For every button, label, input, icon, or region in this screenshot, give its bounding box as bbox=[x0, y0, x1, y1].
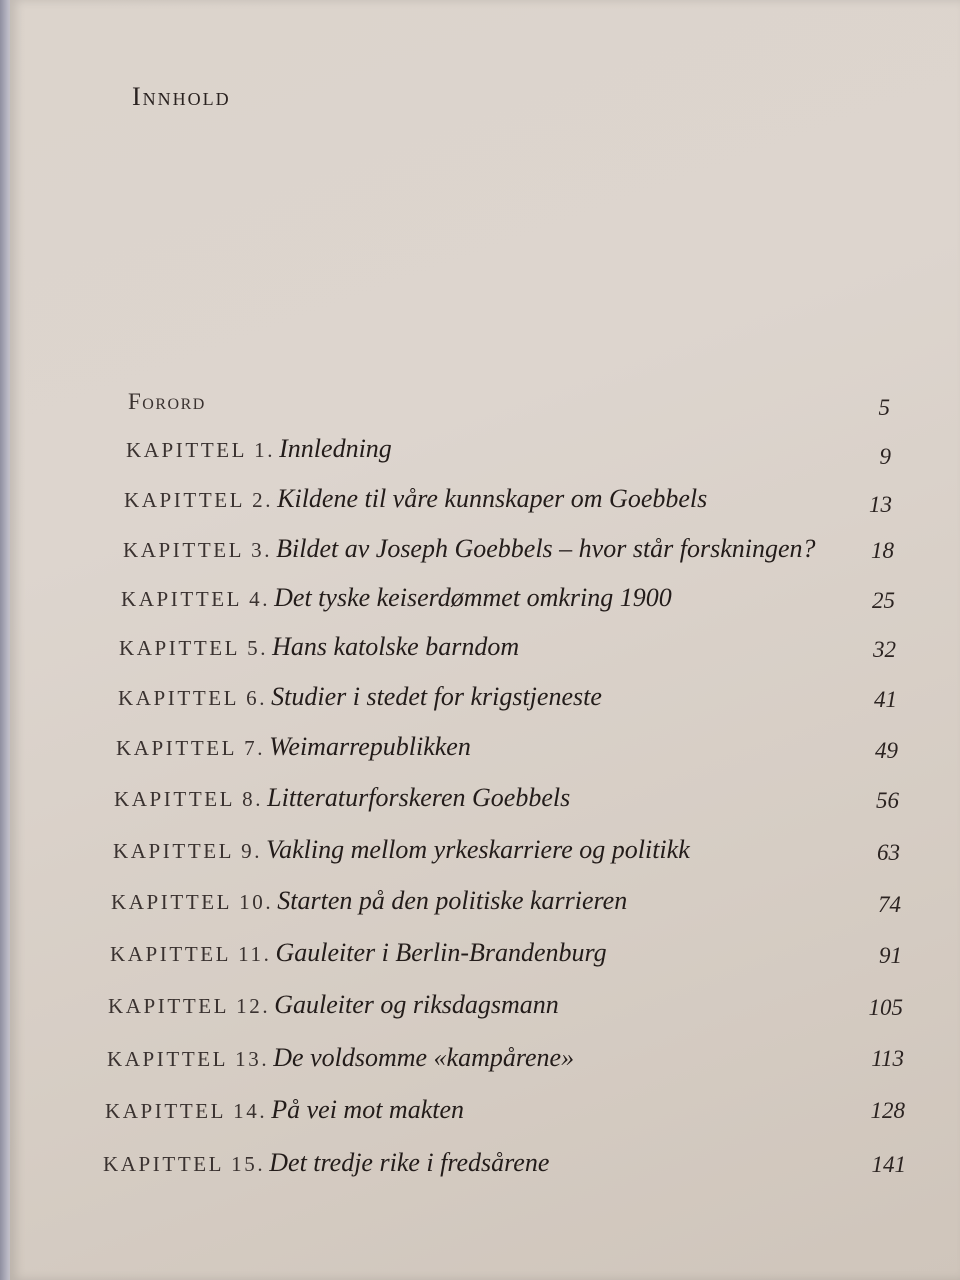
entry-label: KAPITTEL 12. bbox=[108, 994, 271, 1018]
entry-page-number: 18 bbox=[871, 538, 894, 563]
entry-label: KAPITTEL 6. bbox=[118, 686, 268, 710]
entry-title: Gauleiter i Berlin-Brandenburg bbox=[275, 938, 607, 967]
toc-entry-chapter-12 bbox=[108, 990, 559, 1026]
page-title: Innhold bbox=[132, 82, 231, 111]
toc-entry-chapter-3 bbox=[123, 534, 816, 570]
entry-label: KAPITTEL 15. bbox=[103, 1152, 266, 1176]
entry-page-number: 63 bbox=[877, 840, 900, 865]
entry-title: På vei mot makten bbox=[271, 1095, 465, 1124]
entry-label: KAPITTEL 10. bbox=[111, 890, 274, 914]
entry-label: Forord bbox=[128, 389, 206, 414]
toc-entry-chapter-15 bbox=[103, 1148, 549, 1184]
entry-title: Det tyske keiserdømmet omkring 1900 bbox=[274, 583, 672, 612]
entry-label: KAPITTEL 8. bbox=[114, 787, 264, 811]
entry-label: KAPITTEL 14. bbox=[105, 1099, 268, 1123]
toc-entry-chapter-9 bbox=[113, 835, 690, 871]
entry-label: KAPITTEL 9. bbox=[113, 839, 263, 863]
book-page bbox=[10, 0, 960, 1280]
entry-label: KAPITTEL 11. bbox=[110, 942, 272, 966]
entry-page-number: 74 bbox=[878, 892, 901, 917]
toc-entry-chapter-10 bbox=[111, 886, 627, 922]
toc-entry-chapter-6 bbox=[118, 682, 602, 718]
entry-title: Innledning bbox=[279, 434, 392, 463]
entry-page-number: 128 bbox=[870, 1098, 905, 1123]
entry-page-number: 105 bbox=[868, 995, 903, 1020]
toc-entry-chapter-13 bbox=[107, 1043, 574, 1079]
entry-page-number: 113 bbox=[871, 1046, 904, 1071]
entry-title: Det tredje rike i fredsårene bbox=[269, 1148, 550, 1177]
entry-label: KAPITTEL 3. bbox=[123, 538, 273, 562]
entry-title: Weimarrepublikken bbox=[269, 732, 471, 761]
table-of-contents bbox=[10, 0, 960, 1280]
entry-label: KAPITTEL 1. bbox=[126, 438, 276, 462]
entry-title: Bildet av Joseph Goebbels – hvor står forskningen? bbox=[276, 534, 816, 563]
entry-page-number: 49 bbox=[875, 738, 898, 763]
entry-title: Starten på den politiske karrieren bbox=[277, 886, 628, 915]
toc-entry-chapter-2 bbox=[124, 484, 707, 520]
entry-title: Gauleiter og riksdagsmann bbox=[274, 990, 559, 1019]
toc-entry-chapter-1 bbox=[126, 434, 392, 470]
entry-label: KAPITTEL 4. bbox=[121, 587, 271, 611]
entry-page-number: 32 bbox=[873, 637, 896, 662]
entry-title: De voldsomme «kampårene» bbox=[273, 1043, 575, 1072]
entry-label: KAPITTEL 7. bbox=[116, 736, 266, 760]
entry-page-number: 5 bbox=[878, 395, 890, 420]
toc-entry-chapter-5 bbox=[119, 632, 519, 668]
entry-label: KAPITTEL 2. bbox=[124, 488, 274, 512]
entry-label: KAPITTEL 13. bbox=[107, 1047, 270, 1071]
entry-title: Vakling mellom yrkeskarriere og politikk bbox=[266, 835, 690, 864]
toc-entry-chapter-11 bbox=[110, 938, 607, 974]
entry-page-number: 91 bbox=[879, 943, 902, 968]
toc-entry-chapter-7 bbox=[116, 732, 471, 768]
entry-page-number: 56 bbox=[876, 788, 899, 813]
entry-page-number: 25 bbox=[872, 588, 895, 613]
entry-page-number: 141 bbox=[871, 1152, 906, 1177]
entry-title: Litteraturforskeren Goebbels bbox=[267, 783, 571, 812]
entry-page-number: 13 bbox=[869, 492, 892, 517]
entry-title: Hans katolske barndom bbox=[272, 632, 520, 661]
entry-title: Studier i stedet for krigstjeneste bbox=[271, 682, 602, 711]
toc-entry-chapter-4 bbox=[121, 583, 672, 619]
entry-page-number: 41 bbox=[874, 687, 897, 712]
toc-entry-preface bbox=[128, 389, 210, 425]
toc-entry-chapter-14 bbox=[105, 1095, 464, 1131]
toc-entry-chapter-8 bbox=[114, 783, 570, 819]
entry-page-number: 9 bbox=[879, 444, 891, 469]
entry-title: Kildene til våre kunnskaper om Goebbels bbox=[277, 484, 708, 513]
entry-label: KAPITTEL 5. bbox=[119, 636, 269, 660]
